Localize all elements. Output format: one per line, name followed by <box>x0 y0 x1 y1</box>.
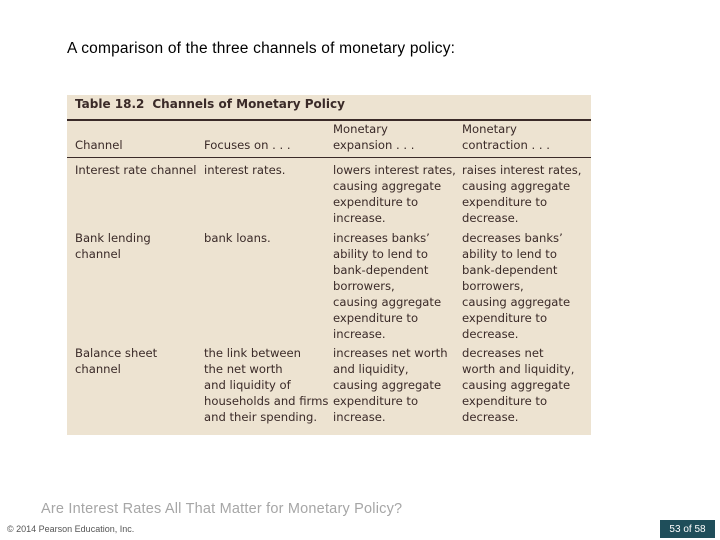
copyright-notice: © 2014 Pearson Education, Inc. <box>7 524 135 534</box>
table-number: Table 18.2 <box>75 97 145 111</box>
slide-subtitle: Are Interest Rates All That Matter for Monetary Policy? <box>41 501 403 517</box>
table-cell: lowers interest rates, causing aggregate expenditure to increase. <box>333 163 456 225</box>
table-caption <box>75 97 345 111</box>
table-cell: bank loans. <box>204 231 271 245</box>
table-header-rule <box>67 157 591 158</box>
slide-heading: A comparison of the three channels of monetary policy: <box>67 40 456 57</box>
table-cell: decreases banks’ ability to lend to bank-dependent borrowers, causing aggregate expenditure to decrease. <box>462 231 571 341</box>
page-number-badge: 53 of 58 <box>660 520 715 538</box>
table-cell: raises interest rates, causing aggregate expenditure to decrease. <box>462 163 582 225</box>
header-channel: Channel <box>75 138 123 152</box>
header-monetary-expansion: Monetary expansion . . . <box>333 122 415 152</box>
table-cell: Bank lending channel <box>75 231 151 261</box>
table-title: Channels of Monetary Policy <box>152 97 345 111</box>
table-cell: interest rates. <box>204 163 286 177</box>
table-cell: the link between the net worth and liquidity of households and firms and their spending. <box>204 346 329 424</box>
channels-table <box>67 95 591 435</box>
header-monetary-contraction: Monetary contraction . . . <box>462 122 550 152</box>
table-cell: increases banks’ ability to lend to bank-dependent borrowers, causing aggregate expenditure to increase. <box>333 231 442 341</box>
table-cell: Interest rate channel <box>75 163 197 177</box>
table-cell: Balance sheet channel <box>75 346 158 376</box>
table-cell: increases net worth and liquidity, causing aggregate expenditure to increase. <box>333 346 448 424</box>
header-focuses-on: Focuses on . . . <box>204 138 291 152</box>
table-cell: decreases net worth and liquidity, causing aggregate expenditure to decrease. <box>462 346 575 424</box>
